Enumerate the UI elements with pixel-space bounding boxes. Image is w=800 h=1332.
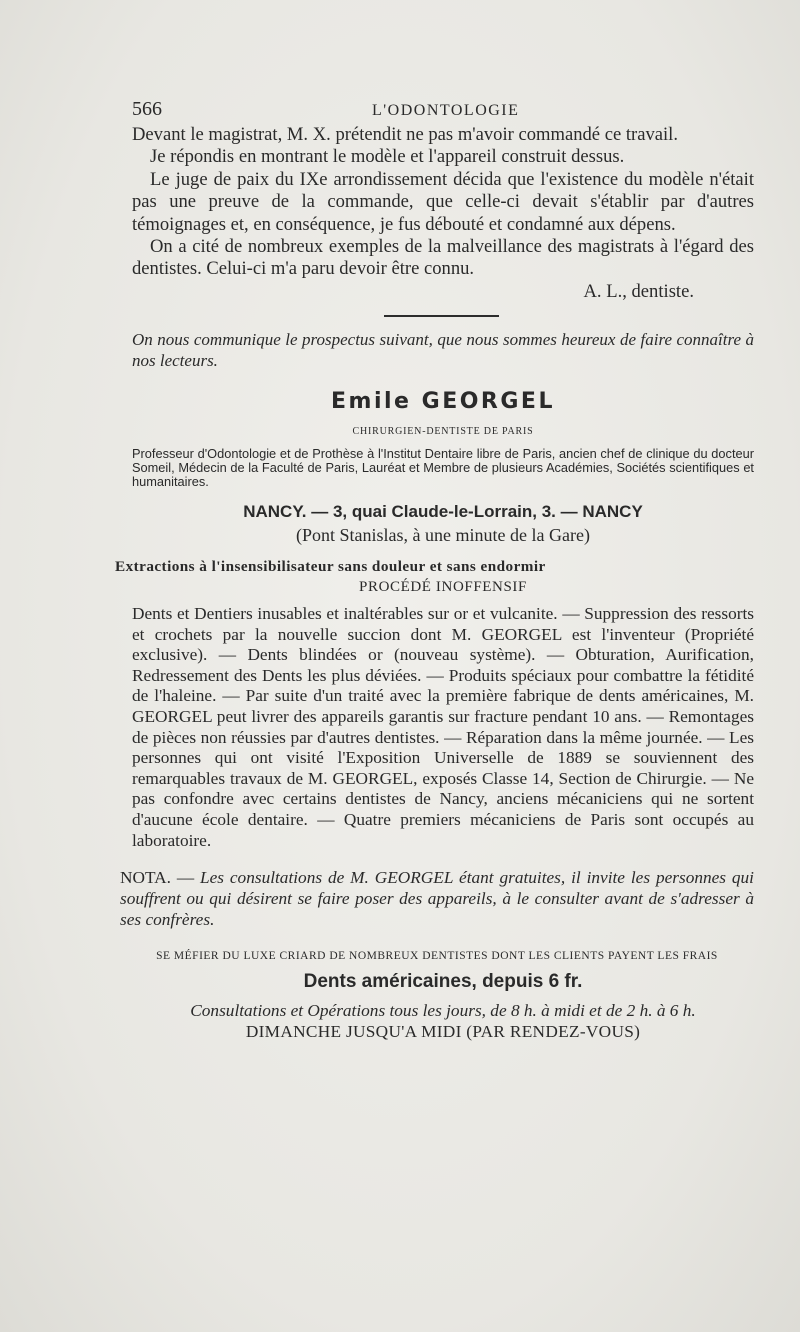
nota-label: NOTA. — [120, 868, 195, 888]
page-number: 566 [132, 98, 162, 120]
advert-hours: Consultations et Opérations tous les jours, de 8 h. à midi et de 2 h. à 6 h. [190, 1000, 696, 1020]
page-content [115, 96, 754, 1042]
advert-name: Emile GEORGEL [331, 389, 555, 415]
advert-nota [120, 868, 754, 930]
advert-process: PROCÉDÉ INOFFENSIF [359, 579, 527, 596]
letter-paragraph: On a cité de nombreux exemples de la malveillance des magistrats à l'égard des dentistes. Celui-ci m'a paru devoir être connu. [132, 236, 754, 280]
section-divider [384, 315, 499, 317]
advert-subtitle: CHIRURGIEN-DENTISTE DE PARIS [352, 426, 534, 438]
advert-credentials: Professeur d'Odontologie et de Prothèse à l'Institut Dentaire libre de Paris, ancien chef de clinique du docteur Someil, Médecin de la Faculté de Paris, Lauréat et Membre de plusieurs Académies, Sociétés scientifiques et humanitaires. [132, 446, 754, 490]
letter-paragraph: Le juge de paix du IXe arrondissement décida que l'existence du modèle n'était pas une preuve de la commande, que celle-ci devait s'établir par d'autres témoignages et, en conséquence, je fus débouté et condamné aux dépens. [132, 168, 754, 235]
advert-sunday-hours: DIMANCHE JUSQU'A MIDI (PAR RENDEZ-VOUS) [245, 1021, 641, 1041]
running-head [132, 96, 754, 124]
advert-address-note: (Pont Stanislas, à une minute de la Gare) [296, 525, 590, 546]
letter-paragraph: Je répondis en montrant le modèle et l'appareil construit dessus. [150, 146, 625, 168]
advert-headline: Extractions à l'insensibilisateur sans douleur et sans endormir [115, 558, 546, 576]
advert-tagline: Dents américaines, depuis 6 fr. [303, 970, 583, 992]
letter-paragraph: Devant le magistrat, M. X. prétendit ne pas m'avoir commandé ce travail. [132, 124, 679, 145]
letter-section [132, 124, 754, 303]
prospectus-intro: On nous communique le prospectus suivant, que nous sommes heureux de faire connaître à nos lecteurs. [132, 330, 754, 371]
running-title: L'ODONTOLOGIE [372, 102, 520, 119]
advert-body: Dents et Dentiers inusables et inaltérables sur or et vulcanite. — Suppression des ressorts et crochets par la nouvelle succion dont M. GEORGEL est l'inventeur (Propriété exclusive). — Dents blindées or (nouveau système). — Obturation, Aurification, Redressement des Dents les plus déviées. — Produits spéciaux pour combattre la fétidité de l'haleine. — Par suite d'un traité avec la première fabrique de dents américaines, M. GEORGEL peut livrer des appareils garantis sur fracture pendant 10 ans. — Remontages de pièces non réussies par d'autres dentistes. — Réparation dans la même journée. — Les personnes qui ont visité l'Exposition Universelle de 1889 se souviennent des remarquables travaux de M. GEORGEL, exposés Classe 14, Section de Chirurgie. — Ne pas confondre avec certains dentistes de Nancy, anciens mécaniciens qui ne sortent d'aucune école dentaire. — Quatre premiers mécaniciens de Paris sont occupés au laboratoire. [132, 604, 754, 850]
letter-signature: A. L., dentiste. [583, 280, 694, 302]
advert-address: NANCY. — 3, quai Claude-le-Lorrain, 3. — NANCY [243, 502, 643, 522]
nota-text: Les consultations de M. GEORGEL étant gratuites, il invite les personnes qui souffrent ou qui désirent se faire poser des appareils, à le consulter avant de s'adresser à ses confrères. [120, 868, 754, 929]
advertisement [115, 389, 754, 1041]
advert-warning: SE MÉFIER DU LUXE CRIARD DE NOMBREUX DENTISTES DONT LES CLIENTS PAYENT LES FRAIS [156, 949, 718, 962]
